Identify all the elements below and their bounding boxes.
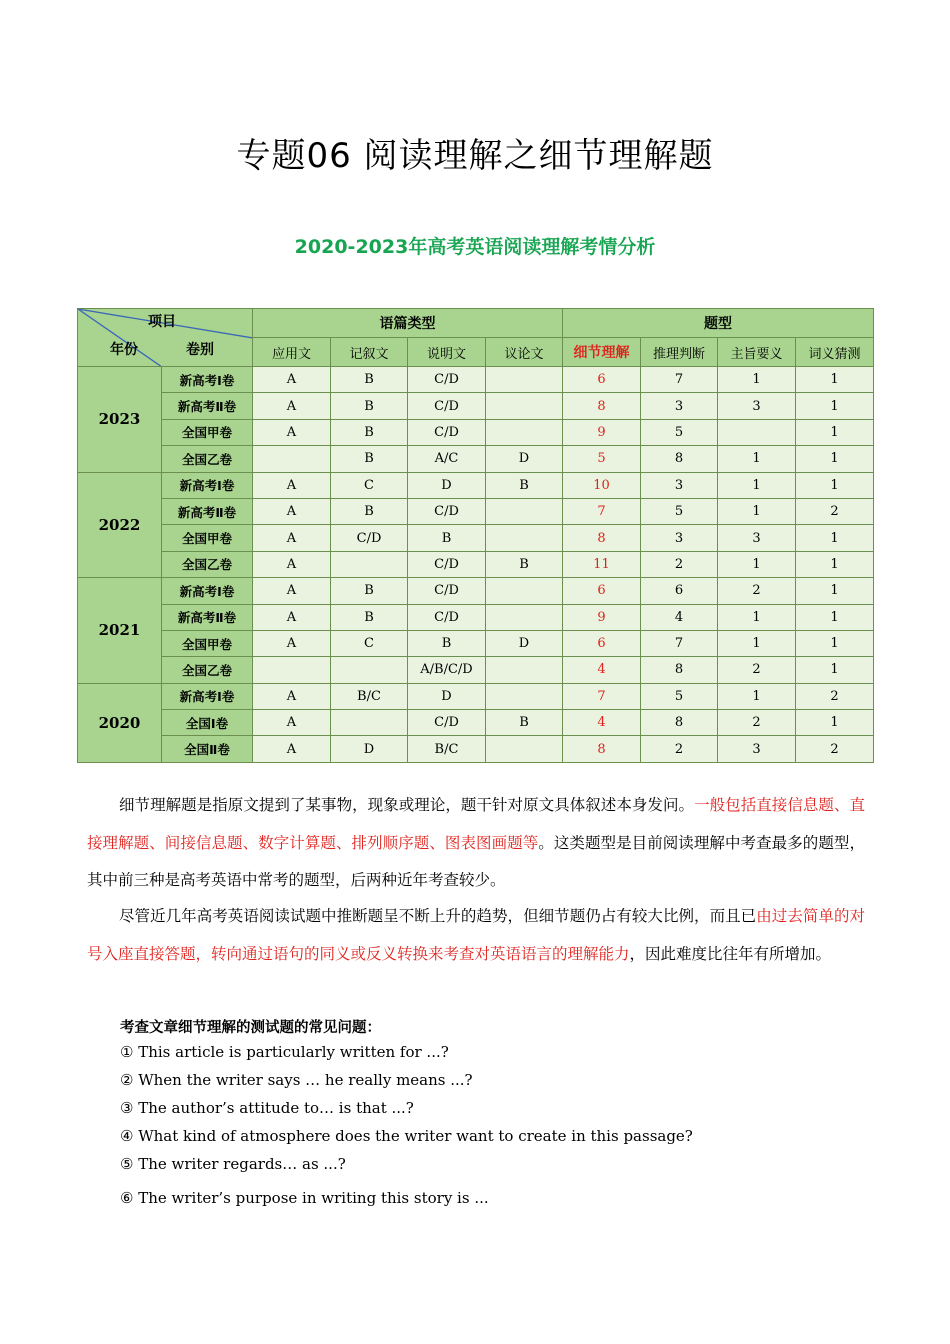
table-row xyxy=(78,551,874,577)
detail-count-cell: 9 xyxy=(563,604,641,630)
page-title: 专题06 阅读理解之细节理解题 xyxy=(236,136,714,176)
table-cell: 4 xyxy=(641,604,718,630)
table-cell: 1 xyxy=(796,393,874,419)
table-cell: A xyxy=(253,736,331,762)
table-cell: B xyxy=(331,446,408,472)
table-cell xyxy=(253,657,331,683)
table-cell: D xyxy=(408,472,486,498)
table-cell: B xyxy=(331,498,408,524)
table-row xyxy=(78,657,874,683)
table-cell: 1 xyxy=(718,472,796,498)
table-cell: B xyxy=(486,710,563,736)
table-cell: D xyxy=(331,736,408,762)
table-cell: B xyxy=(486,551,563,577)
table-cell xyxy=(486,657,563,683)
table-cell xyxy=(331,657,408,683)
table-cell xyxy=(718,419,796,445)
table-cell: 1 xyxy=(718,683,796,709)
table-body xyxy=(78,367,874,763)
table-cell: 2 xyxy=(796,683,874,709)
table-cell xyxy=(486,393,563,419)
paper-cell: 新高考Ⅱ卷 xyxy=(162,393,253,419)
table-cell: 2 xyxy=(718,578,796,604)
table-cell: 1 xyxy=(796,630,874,656)
table-cell: A xyxy=(253,630,331,656)
table-cell: B/C xyxy=(331,683,408,709)
detail-count-cell: 7 xyxy=(563,498,641,524)
year-cell: 2021 xyxy=(78,578,162,684)
paragraph-1-text: 细节理解题是指原文提到了某事物，现象或理论，题干针对原文具体叙述本身发问。 xyxy=(119,796,695,814)
detail-count-cell: 8 xyxy=(563,393,641,419)
table-cell: 1 xyxy=(796,472,874,498)
table-cell: A xyxy=(253,551,331,577)
table-cell: 3 xyxy=(718,736,796,762)
table-cell: 3 xyxy=(641,525,718,551)
table-cell: 5 xyxy=(641,419,718,445)
paper-cell: 全国乙卷 xyxy=(162,446,253,472)
table-cell: 8 xyxy=(641,657,718,683)
table-row xyxy=(78,578,874,604)
table-cell: 7 xyxy=(641,630,718,656)
table-cell: C xyxy=(331,630,408,656)
detail-count-cell: 8 xyxy=(563,525,641,551)
table-row xyxy=(78,498,874,524)
table-cell: 1 xyxy=(718,604,796,630)
corner-item-label: 项目 xyxy=(148,314,176,330)
table-cell: D xyxy=(486,630,563,656)
table-cell: A xyxy=(253,498,331,524)
table-cell: C/D xyxy=(408,498,486,524)
table-cell: A xyxy=(253,578,331,604)
table-cell: 8 xyxy=(641,446,718,472)
table-cell: A xyxy=(253,710,331,736)
table-subtitle: 2020-2023年高考英语阅读理解考情分析 xyxy=(294,236,656,258)
paper-cell: 全国乙卷 xyxy=(162,551,253,577)
table-cell: C/D xyxy=(331,525,408,551)
paper-cell: 新高考Ⅰ卷 xyxy=(162,472,253,498)
table-cell: 2 xyxy=(796,498,874,524)
table-cell: C/D xyxy=(408,578,486,604)
question-2: ② When the writer says … he really means ...? xyxy=(120,1071,473,1089)
paragraph-1-highlight: 一般包括直接信息题、直接理解题、间接信息题、数字计算题、排列顺序题、图表图画题等 xyxy=(87,796,865,852)
table-row xyxy=(78,710,874,736)
table-cell: 1 xyxy=(718,498,796,524)
detail-count-cell: 5 xyxy=(563,446,641,472)
table-row xyxy=(78,419,874,445)
paper-cell: 全国甲卷 xyxy=(162,630,253,656)
table-cell: A xyxy=(253,393,331,419)
table-cell: 1 xyxy=(718,367,796,393)
table-cell: B xyxy=(331,578,408,604)
table-cell xyxy=(486,419,563,445)
table-cell xyxy=(253,446,331,472)
table-cell: B xyxy=(408,630,486,656)
table-cell: 1 xyxy=(796,657,874,683)
table-row xyxy=(78,472,874,498)
table-cell: 1 xyxy=(796,710,874,736)
table-cell xyxy=(486,498,563,524)
col-header-argumentative: 议论文 xyxy=(486,338,563,367)
table-row xyxy=(78,736,874,762)
table-cell: 3 xyxy=(718,393,796,419)
genre-group-header: 语篇类型 xyxy=(253,309,563,338)
corner-year-label: 年份 xyxy=(110,342,138,358)
question-1: ① This article is particularly written for ...? xyxy=(120,1043,449,1061)
table-cell: B xyxy=(486,472,563,498)
paper-cell: 新高考Ⅰ卷 xyxy=(162,683,253,709)
paragraph-1 xyxy=(87,787,865,900)
table-cell: C/D xyxy=(408,419,486,445)
paper-cell: 新高考Ⅱ卷 xyxy=(162,498,253,524)
table-cell: 2 xyxy=(641,551,718,577)
col-header-narrative: 记叙文 xyxy=(331,338,408,367)
year-cell: 2022 xyxy=(78,472,162,578)
table-row xyxy=(78,446,874,472)
table-cell: 3 xyxy=(718,525,796,551)
table-cell: 1 xyxy=(796,578,874,604)
table-row xyxy=(78,604,874,630)
table-cell: A xyxy=(253,525,331,551)
detail-count-cell: 6 xyxy=(563,630,641,656)
table-cell: A xyxy=(253,472,331,498)
table-cell xyxy=(486,736,563,762)
table-cell: C xyxy=(331,472,408,498)
table-cell xyxy=(486,367,563,393)
table-cell xyxy=(331,551,408,577)
table-cell: 1 xyxy=(796,604,874,630)
table-cell: 1 xyxy=(796,551,874,577)
detail-count-cell: 4 xyxy=(563,657,641,683)
paper-cell: 全国Ⅰ卷 xyxy=(162,710,253,736)
paragraph-2-tail: ，因此难度比往年有所增加。 xyxy=(629,944,832,963)
table-cell: 1 xyxy=(796,525,874,551)
paper-cell: 全国乙卷 xyxy=(162,657,253,683)
table-cell: B xyxy=(331,604,408,630)
detail-count-cell: 9 xyxy=(563,419,641,445)
table-cell: 1 xyxy=(718,446,796,472)
table-cell: B xyxy=(331,393,408,419)
table-cell: B/C xyxy=(408,736,486,762)
paper-cell: 全国Ⅱ卷 xyxy=(162,736,253,762)
table-row xyxy=(78,525,874,551)
table-corner-header xyxy=(78,309,253,367)
col-header-word-meaning: 词义猜测 xyxy=(796,338,874,367)
table-cell: 2 xyxy=(718,710,796,736)
table-cell: C/D xyxy=(408,551,486,577)
table-cell xyxy=(486,604,563,630)
col-header-expository: 说明文 xyxy=(408,338,486,367)
table-cell: 5 xyxy=(641,683,718,709)
table-row xyxy=(78,367,874,393)
table-row xyxy=(78,683,874,709)
table-cell: 6 xyxy=(641,578,718,604)
paper-cell: 新高考Ⅰ卷 xyxy=(162,578,253,604)
table-row xyxy=(78,630,874,656)
table-cell: C/D xyxy=(408,710,486,736)
paragraph-1-tail: 。这类题型是目前阅读理解中考查最多的题型，其中前三种是高考英语中常考的题型，后两种近年考查较少。 xyxy=(87,833,865,889)
table-cell: B xyxy=(331,419,408,445)
paragraph-2-text: 尽管近几年高考英语阅读试题中推断题呈不断上升的趋势，但细节题仍占有较大比例，而且已 xyxy=(119,907,757,925)
table-row xyxy=(78,393,874,419)
table-cell: C/D xyxy=(408,604,486,630)
table-cell: A/C xyxy=(408,446,486,472)
question-4: ④ What kind of atmosphere does the writer want to create in this passage? xyxy=(120,1127,693,1145)
table-cell: 7 xyxy=(641,367,718,393)
table-cell: 8 xyxy=(641,710,718,736)
paragraph-2-highlight: 由过去简单的对号入座直接答题，转向通过语句的同义或反义转换来考查对英语语言的理解能力 xyxy=(87,907,865,963)
table-cell xyxy=(486,578,563,604)
detail-count-cell: 4 xyxy=(563,710,641,736)
table-cell: 2 xyxy=(796,736,874,762)
detail-count-cell: 6 xyxy=(563,578,641,604)
detail-count-cell: 11 xyxy=(563,551,641,577)
table-cell: 2 xyxy=(718,657,796,683)
paper-cell: 全国甲卷 xyxy=(162,419,253,445)
paragraph-2 xyxy=(87,898,865,973)
table-cell: D xyxy=(486,446,563,472)
table-cell: D xyxy=(408,683,486,709)
paper-cell: 新高考Ⅱ卷 xyxy=(162,604,253,630)
table-cell: 2 xyxy=(641,736,718,762)
table-cell: C/D xyxy=(408,367,486,393)
question-3: ③ The author’s attitude to… is that ...? xyxy=(120,1099,414,1117)
table-cell xyxy=(486,683,563,709)
year-cell: 2020 xyxy=(78,683,162,762)
col-header-main-idea: 主旨要义 xyxy=(718,338,796,367)
col-header-practical: 应用文 xyxy=(253,338,331,367)
paper-cell: 全国甲卷 xyxy=(162,525,253,551)
table-cell: 5 xyxy=(641,498,718,524)
table-cell: 1 xyxy=(796,446,874,472)
table-cell: A xyxy=(253,683,331,709)
table-cell xyxy=(486,525,563,551)
detail-count-cell: 8 xyxy=(563,736,641,762)
table-cell: A xyxy=(253,419,331,445)
table-cell: 1 xyxy=(718,630,796,656)
col-header-detail: 细节理解 xyxy=(563,338,641,367)
table-cell: 3 xyxy=(641,472,718,498)
col-header-inference: 推理判断 xyxy=(641,338,718,367)
table-cell: B xyxy=(331,367,408,393)
detail-count-cell: 7 xyxy=(563,683,641,709)
table-cell xyxy=(331,710,408,736)
corner-paper-label: 卷别 xyxy=(186,342,214,358)
detail-count-cell: 6 xyxy=(563,367,641,393)
question-5: ⑤ The writer regards… as ...? xyxy=(120,1155,346,1173)
table-cell: 1 xyxy=(718,551,796,577)
table-cell: A xyxy=(253,367,331,393)
table-cell: B xyxy=(408,525,486,551)
exam-analysis-table xyxy=(77,308,874,763)
paper-cell: 新高考Ⅰ卷 xyxy=(162,367,253,393)
table-cell: C/D xyxy=(408,393,486,419)
year-cell: 2023 xyxy=(78,367,162,473)
table-cell: A/B/C/D xyxy=(408,657,486,683)
table-cell: 1 xyxy=(796,419,874,445)
question-type-group-header: 题型 xyxy=(563,309,874,338)
questions-heading: 考查文章细节理解的测试题的常见问题： xyxy=(120,1020,381,1036)
table-cell: 1 xyxy=(796,367,874,393)
detail-count-cell: 10 xyxy=(563,472,641,498)
table-cell: A xyxy=(253,604,331,630)
question-6: ⑥ The writer’s purpose in writing this story is ... xyxy=(120,1189,489,1207)
table-cell: 3 xyxy=(641,393,718,419)
